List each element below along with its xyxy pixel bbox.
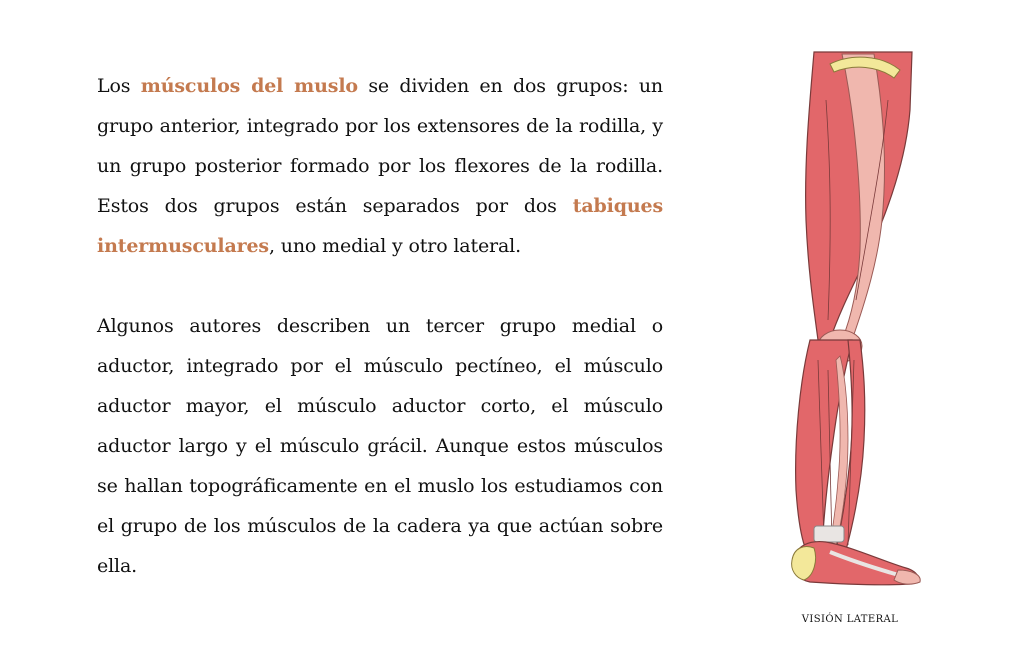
paragraph-text: se dividen en dos grupos: un grupo anterior, integrado por los extensores de la rodilla, y un grupo posterior formado por los flexores de la rodilla. Estos dos grupos están separados por dos — [97, 75, 664, 217]
paragraph-adductor-group: Algunos autores describen un tercer grupo medial o aductor, integrado por el músculo pectíneo, el músculo aductor mayor, el músculo aductor corto, el músculo aductor largo y el músculo grácil. Aunque estos músculos se hallan topográficamente en el muslo los estudiamos con el grupo de los músculos de la cadera ya que actúan sobre ella. — [97, 315, 663, 577]
leg-muscles-illustration — [770, 40, 960, 600]
highlighted-term-intermuscular-septa: tabiques intermusculares — [97, 195, 663, 257]
highlighted-term-thigh-muscles: músculos del muslo — [140, 75, 358, 97]
paragraph-text: , uno medial y otro lateral. — [268, 235, 521, 257]
main-text — [97, 66, 663, 586]
figure-caption: VISIÓN LATERAL — [801, 614, 899, 625]
paragraph-text: Los — [97, 75, 141, 97]
paragraph-thigh-muscle-groups — [97, 66, 663, 266]
toes — [894, 570, 920, 584]
ankle-retinaculum — [814, 526, 844, 542]
